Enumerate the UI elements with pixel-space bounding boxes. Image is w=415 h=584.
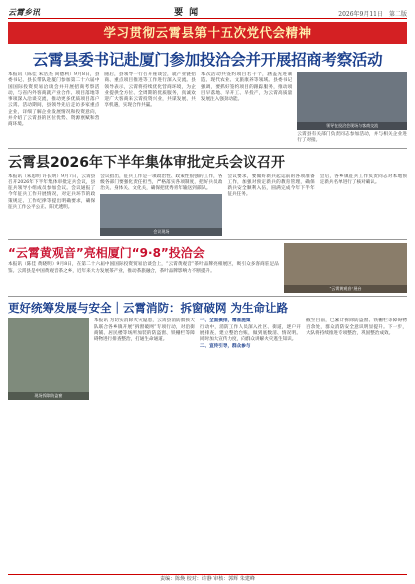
article4-col2: 行动中，消防工作人员深入社区、街道，逐户开展排查，建立整治台账，做到底数清、情况明。同时加大宣传力度，向群众讲解火灾逃生知识。 — [199, 324, 301, 343]
article2-col3: 会议要求，要做好新兵起运前的各项准备工作，加强对预定新兵的教育管理，确保新兵安全顺利入伍，圆满完成今年下半年征兵任务。 — [227, 173, 315, 198]
divider — [8, 296, 407, 297]
article2-photo[interactable] — [100, 194, 222, 236]
article4-col3: 截至目前，已累计拆除防盗窗、铁栅栏等障碍物百余处，群众消防安全意识明显提升。下一步，大队将持续推进专项整治，巩固整治成效。 — [305, 318, 407, 337]
article4-col2-wrap — [200, 318, 301, 400]
article1-title[interactable]: 云霄县委书记赴厦门参加投洽会并开展招商考察活动 — [32, 51, 383, 69]
article2-col4: 会后，各乡镇征兵工作负责同志对本地预定新兵名单进行了核对确认。 — [319, 173, 407, 185]
page-footer: 责编：陈焕 校对：许静 审核：郭辉 朱建峰 — [8, 574, 407, 584]
masthead — [8, 4, 407, 19]
article2-body — [8, 174, 407, 237]
divider — [8, 148, 407, 149]
issue-date: 2026年9月11日 第二版 — [338, 11, 407, 18]
article2-title[interactable]: 云霄县2026年下半年集体审批定兵会议召开 — [8, 154, 285, 171]
article2-col2: 会议指出，征兵工作是一项政治性、政策性很强的工作，各级各部门要强化责任担当，严格落实各项制度，把好兵员政治关、身体关、文化关，确保把优秀青年输送到部队。 — [100, 173, 223, 192]
article1-col2: 随后，县领导一行召开座谈会，就产业链招商、重点项目推进等工作进行深入交流。县领导表示，云霄将持续优化营商环境，为企业提供全方位、全周期的优质服务，真诚欢迎广大客商来云霄投资兴业，共谋发展、共享机遇，实现合作共赢。 — [104, 72, 196, 109]
article4-photo-caption: 现场拆除防盗窗 — [8, 392, 89, 400]
article1-col3-text: 本次活动共签约项目若干个，涵盖先进制造、现代农业、文旅康养等领域。县委书记强调，要抓好签约项目的跟踪服务，推动项目早落地、早开工、早投产，为云霄高质量发展注入强劲动能。 — [200, 72, 293, 103]
article3-photo-caption: “云霄黄观音”展台 — [284, 285, 407, 293]
article1-photo[interactable] — [297, 72, 407, 130]
section-title: 要闻 — [174, 8, 205, 18]
article1-photo-caption: 领导在投洽会现场与客商交流 — [297, 122, 407, 130]
article4-photo[interactable] — [8, 318, 89, 400]
article3-main — [8, 243, 279, 293]
article2-col1: 本报讯（朱思明 许长明）9月7日，云霄县召开2026年下半年集体审批定兵会议，县征兵领导小组成员参加会议。会议通报了今年征兵工作开展情况，对定兵环节的政策规定、工作纪律等提出明确要求，确保征兵工作公平公正、阳光透明。 — [8, 173, 96, 211]
article2-photo-caption: 会议现场 — [100, 228, 222, 236]
article1-body — [8, 72, 407, 145]
article4-subhead2: 二、宣传引导，群众参与 — [199, 343, 251, 349]
masthead-logo: 云霄乡讯 — [8, 7, 40, 17]
article1-col1: 本报讯（陈佳 朱浩杰 尚德利）9月8日，县委书记、县长带队赴厦门参加第二十六届中国国际投资贸易洽谈会并开展招商考察活动，与省内外客商就产业合作、项目落地等事项深入洽谈交流，推动更多优质项目落户云霄。活动期间，县领导先后走访多家重点企业，详细了解企业发展情况和投资意向，并介绍了云霄县的区位优势、资源禀赋和营商环境。 — [8, 72, 100, 128]
divider — [8, 239, 407, 240]
theme-banner: 学习贯彻云霄县第十五次党代会精神 — [8, 22, 407, 44]
article3-block — [8, 243, 407, 293]
article3-photo-col — [284, 243, 407, 293]
article1-side-text: 云霄县有关部门负责同志参加活动，并与相关企业进行了对接。 — [297, 132, 407, 144]
article3-photo[interactable] — [284, 243, 407, 293]
article1-col3 — [201, 72, 292, 145]
article4-photo-col — [8, 318, 89, 400]
article4-title[interactable]: 更好统筹发展与安全｜云霄消防：拆窗破网 为生命让路 — [8, 301, 289, 316]
article3-title[interactable]: “云霄黄观音”亮相厦门“9·8”投洽会 — [8, 246, 205, 261]
article4-col1: 本报讯 为切实消除火灾隐患，云霄县消防救援大队联合各乡镇开展“拆窗破网”专项行动，对沿街商铺、居民楼等场所加装的防盗窗、铁栅栏等障碍物进行排查整治，打通生命通道。 — [93, 318, 195, 343]
article4-subhead1: 一、全面摸排，精准施策 — [199, 318, 251, 324]
article1-photo-col — [297, 72, 407, 145]
article2-mid — [100, 174, 222, 237]
article3-text: 本报讯（陈佳 黄晓明）9月8日，在第二十六届中国国际投资贸易洽谈会上，“云霄黄观音”茶叶品牌亮相展区，吸引众多客商驻足品鉴。云霄县是中国黄观音茶之乡，近年来大力发展茶产业，推动茶旅融合，茶叶品牌影响力不断提升。 — [8, 262, 279, 274]
article4-body — [8, 318, 407, 400]
